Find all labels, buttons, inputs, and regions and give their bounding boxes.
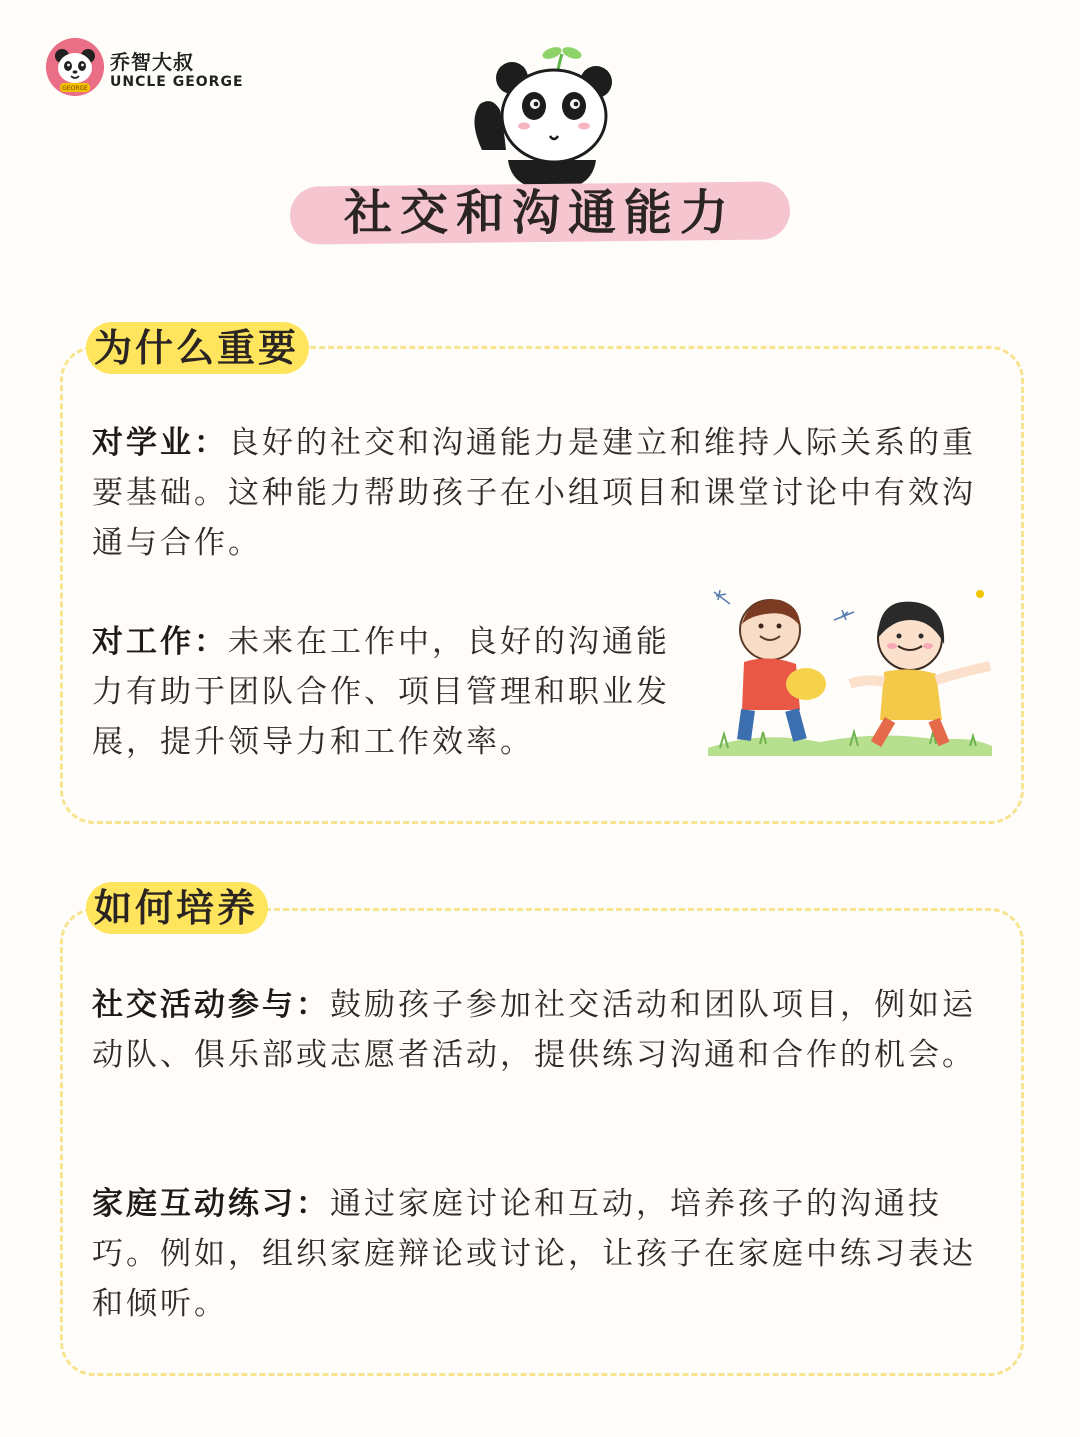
section-heading-how-to-cultivate: 如何培养: [86, 882, 268, 934]
paragraph-academic: [92, 418, 992, 568]
children-playing-illustration: [700, 580, 1000, 760]
title-banner: [290, 178, 790, 246]
paragraph-label: 对工作：: [92, 624, 228, 660]
page-title: 社交和沟通能力: [343, 185, 736, 241]
paragraph-text: 鼓励孩子参加社交活动和团队项目，例如运动队、俱乐部或志愿者活动，提供练习沟通和合作的机会。: [92, 987, 976, 1073]
paragraph-social-activities: [92, 980, 992, 1080]
brand-logo: [46, 38, 244, 98]
paragraph-family-practice: [92, 1179, 992, 1329]
paragraph-work: [92, 617, 692, 767]
paragraph-text: 未来在工作中，良好的沟通能力有助于团队合作、项目管理和职业发展，提升领导力和工作效率。: [92, 624, 670, 760]
paragraph-text: 通过家庭讨论和互动，培养孩子的沟通技巧。例如，组织家庭辩论或讨论，让孩子在家庭中练习表达和倾听。: [92, 1186, 976, 1322]
section-heading-why-important: 为什么重要: [86, 322, 309, 374]
paragraph-label: 家庭互动练习：: [92, 1186, 330, 1222]
badge-text: GEORGE: [62, 85, 88, 92]
paragraph-label: 社交活动参与：: [92, 987, 330, 1023]
brand-name-cn: 乔智大叔: [110, 50, 194, 74]
paragraph-text: 良好的社交和沟通能力是建立和维持人际关系的重要基础。这种能力帮助孩子在小组项目和课堂讨论中有效沟通与合作。: [92, 425, 976, 561]
brand-name-en: UNCLE GEORGE: [110, 74, 244, 90]
panda-mascot-icon: [462, 40, 622, 190]
paragraph-label: 对学业：: [92, 425, 228, 461]
panda-logo-icon: [46, 38, 104, 96]
